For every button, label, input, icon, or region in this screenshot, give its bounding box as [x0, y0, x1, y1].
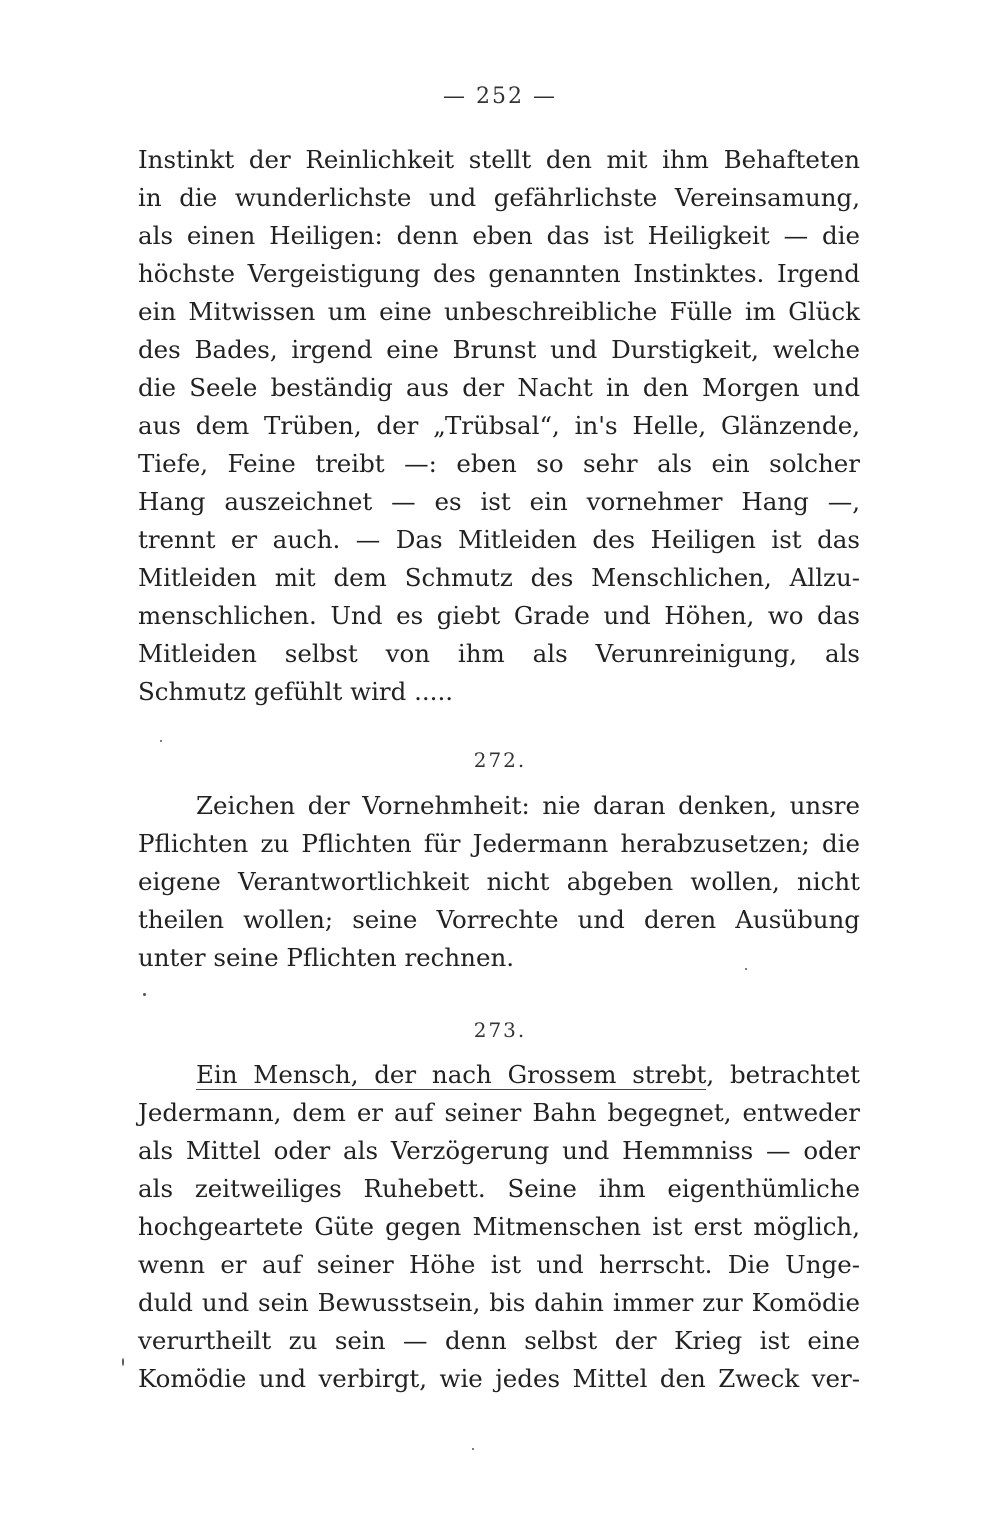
text-line: menschlichen. Und es giebt Grade und Höhen, wo das	[138, 601, 860, 630]
text-line: verurtheilt zu sein — denn selbst der Krieg ist eine	[138, 1326, 860, 1355]
text-line: hochgeartete Güte gegen Mitmenschen ist erst möglich,	[138, 1212, 860, 1241]
text-line: unter seine Pflichten rechnen.	[138, 943, 515, 972]
text-line: Hang auszeichnet — es ist ein vornehmer Hang —,	[138, 487, 860, 516]
underlined-phrase: Ein Mensch, der nach Grossem strebt	[196, 1060, 707, 1089]
text-span: , betrachtet	[706, 1060, 860, 1089]
text-line-first	[138, 1056, 860, 1094]
page-number: — 252 —	[443, 84, 557, 109]
text-line: eigene Verantwortlichkeit nicht abgeben wollen, nicht	[138, 867, 860, 896]
scan-speck	[745, 968, 747, 970]
text-line: des Bades, irgend eine Brunst und Durstigkeit, welche	[138, 335, 860, 364]
section-272-paragraph	[138, 787, 860, 977]
scan-speck	[122, 1358, 124, 1366]
section-number-273: 273.	[473, 1018, 527, 1042]
section-273-paragraph	[138, 1056, 860, 1398]
text-line: Komödie und verbirgt, wie jedes Mittel den Zweck ver-	[138, 1364, 860, 1393]
text-line: Instinkt der Reinlichkeit stellt den mit ihm Behafteten	[138, 145, 860, 174]
text-line: Tiefe, Feine treibt —: eben so sehr als ein solcher	[138, 449, 860, 478]
text-line: als einen Heiligen: denn eben das ist Heiligkeit — die	[138, 221, 860, 250]
text-line: wenn er auf seiner Höhe ist und herrscht. Die Unge-	[138, 1250, 860, 1279]
text-line: in die wunderlichste und gefährlichste Vereinsamung,	[138, 183, 860, 212]
text-line: Zeichen der Vornehmheit: nie daran denken, unsre	[196, 791, 860, 820]
text-line: die Seele beständig aus der Nacht in den Morgen und	[138, 373, 860, 402]
text-line: Schmutz gefühlt wird .....	[138, 677, 454, 706]
text-line: als Mittel oder als Verzögerung und Hemmniss — oder	[138, 1136, 860, 1165]
text-line: Mitleiden mit dem Schmutz des Menschlichen, Allzu-	[138, 563, 860, 592]
text-line: Jedermann, dem er auf seiner Bahn begegnet, entweder	[138, 1098, 860, 1127]
text-line: höchste Vergeistigung des genannten Instinktes. Irgend	[138, 259, 860, 288]
scan-speck	[143, 993, 146, 996]
text-line: ein Mitwissen um eine unbeschreibliche Fülle im Glück	[138, 297, 860, 326]
continued-paragraph	[138, 141, 860, 711]
scan-speck	[160, 740, 162, 742]
text-line: duld und sein Bewusstsein, bis dahin immer zur Komödie	[138, 1288, 860, 1317]
text-line: Pflichten zu Pflichten für Jedermann herabzusetzen; die	[138, 829, 860, 858]
text-line: aus dem Trüben, der „Trübsal“, in's Helle, Glänzende,	[138, 411, 860, 440]
text-line: Mitleiden selbst von ihm als Verunreinigung, als	[138, 639, 860, 668]
scan-speck	[472, 1448, 474, 1450]
text-line: theilen wollen; seine Vorrechte und deren Ausübung	[138, 905, 860, 934]
text-line: trennt er auch. — Das Mitleiden des Heiligen ist das	[138, 525, 860, 554]
section-number-272: 272.	[473, 748, 527, 772]
text-line: als zeitweiliges Ruhebett. Seine ihm eigenthümliche	[138, 1174, 860, 1203]
